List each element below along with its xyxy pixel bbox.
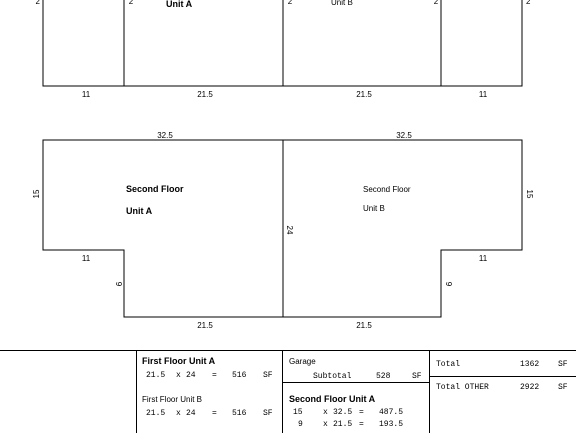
calc-op: x (176, 371, 181, 380)
sf-center-dim: 24 (285, 225, 294, 235)
table-divider (282, 382, 429, 383)
calc-eq: = (359, 420, 364, 429)
calc-unit: SF (263, 409, 273, 418)
sf-unit-b-label: Unit B (363, 204, 385, 213)
sf-right-dim: 15 (525, 189, 534, 199)
sf-top-dim-left: 32.5 (157, 131, 173, 140)
sf-unit-a-header: Second Floor Unit A (289, 394, 376, 404)
ff-side-mark-5: 2 (526, 0, 531, 6)
calc-width: 24 (186, 409, 196, 418)
total-other-label: Total OTHER (436, 383, 489, 392)
total-row (436, 360, 570, 370)
total-value: 1362 (520, 360, 540, 369)
calc-area: 516 (232, 371, 247, 380)
ff-bottom-dim-2: 21.5 (197, 90, 213, 99)
sf-notch-width-left: 11 (81, 254, 91, 263)
calc-eq: = (212, 371, 217, 380)
calc-width: 32.5 (333, 408, 353, 417)
calc-width: 24 (186, 371, 196, 380)
ff-side-mark-4: 2 (433, 0, 439, 6)
ff-bottom-dim-3: 21.5 (356, 90, 372, 99)
ff-side-mark-1: 2 (35, 0, 40, 6)
calc-length: 21.5 (146, 371, 166, 380)
total-other-row (436, 383, 570, 393)
calc-area: 193.5 (379, 420, 404, 429)
second-floor-outline (43, 140, 522, 317)
ff-unit-a-row (146, 371, 276, 381)
subtotal-unit: SF (412, 372, 422, 381)
sf-unit-a-title: Second Floor (126, 184, 184, 194)
ff-unit-b-label: Unit B (331, 0, 353, 7)
sf-left-dim: 15 (32, 189, 41, 199)
sf-unit-b-title: Second Floor (363, 185, 411, 194)
calc-op: x (323, 420, 328, 429)
ff-side-mark-2: 2 (128, 0, 134, 6)
subtotal-label: Subtotal (313, 372, 352, 381)
total-label: Total (436, 360, 461, 369)
sf-bottom-dim-right: 21.5 (356, 321, 372, 330)
calc-length: 9 (298, 420, 303, 429)
total-other-value: 2922 (520, 383, 540, 392)
calc-length: 21.5 (146, 409, 166, 418)
ff-unit-a-label: Unit A (166, 0, 193, 9)
table-divider (429, 376, 576, 377)
calc-op: x (323, 408, 328, 417)
first-floor-outline (43, 0, 522, 86)
sf-notch-width-right: 11 (478, 254, 488, 263)
ff-bottom-dim-1: 11 (81, 90, 91, 99)
sf-notch-height-right: 9 (444, 281, 453, 287)
calc-area: 516 (232, 409, 247, 418)
garage-subtotal-row (313, 372, 425, 382)
total-other-unit: SF (558, 383, 568, 392)
total-unit: SF (558, 360, 568, 369)
calc-area: 487.5 (379, 408, 404, 417)
ff-unit-b-header: First Floor Unit B (142, 395, 203, 404)
ff-side-mark-3: 2 (287, 0, 293, 6)
calc-width: 21.5 (333, 420, 353, 429)
ff-unit-b-row (146, 409, 276, 419)
sf-bottom-dim-left: 21.5 (197, 321, 213, 330)
table-divider (282, 351, 283, 433)
calc-unit: SF (263, 371, 273, 380)
calc-op: x (176, 409, 181, 418)
garage-header: Garage (289, 357, 316, 366)
calc-eq: = (359, 408, 364, 417)
calc-length: 15 (293, 408, 303, 417)
subtotal-value: 528 (376, 372, 391, 381)
sf-unit-a-row-2 (293, 420, 423, 430)
sf-unit-a-row-1 (293, 408, 423, 418)
area-calculation-table (0, 350, 576, 433)
ff-bottom-dim-4: 11 (478, 90, 488, 99)
table-divider (429, 351, 430, 433)
calc-eq: = (212, 409, 217, 418)
ff-unit-a-header: First Floor Unit A (142, 356, 216, 366)
sf-unit-a-label: Unit A (126, 206, 153, 216)
sf-notch-height-left: 9 (114, 281, 123, 287)
table-divider (136, 351, 137, 433)
sf-top-dim-right: 32.5 (396, 131, 412, 140)
